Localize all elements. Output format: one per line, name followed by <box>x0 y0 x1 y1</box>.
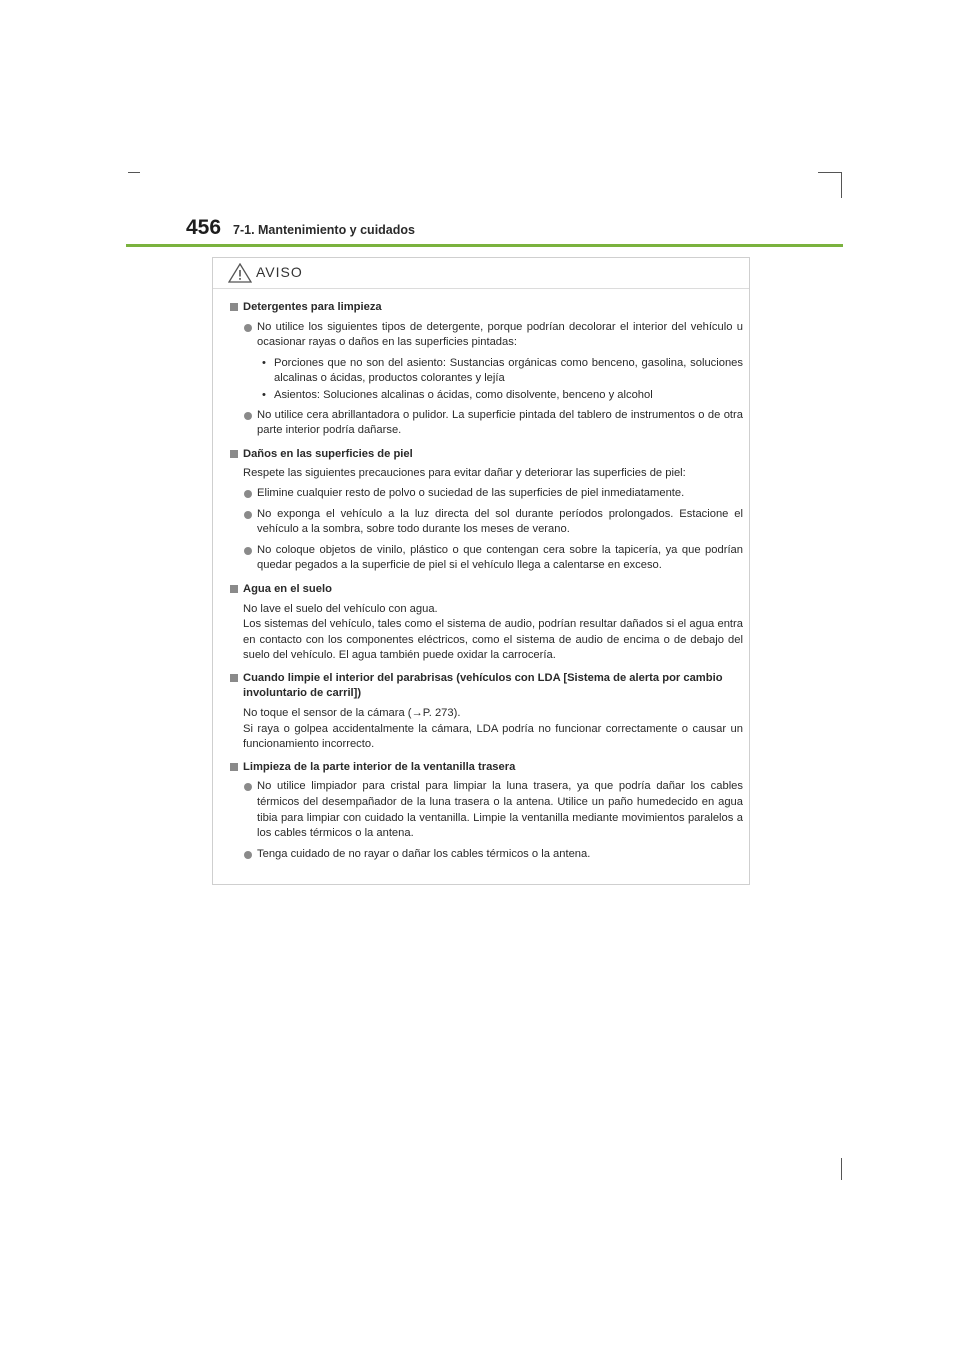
paragraph: No toque el sensor de la cámara (→P. 273). <box>243 707 461 720</box>
bullet-icon <box>244 783 252 791</box>
sub-list-item <box>230 388 743 404</box>
list-item-text: No exponga el vehículo a la luz directa del sol durante períodos prolongados. Estacione el vehículo a la sombra, sobre todo durante los meses de verano. <box>257 507 743 536</box>
sub-bullet-icon: • <box>262 356 266 369</box>
section-heading <box>230 582 743 598</box>
list-item <box>230 779 743 841</box>
bullet-icon <box>244 511 252 519</box>
square-bullet-icon <box>230 450 238 458</box>
paragraph: Respete las siguientes precauciones para evitar dañar y deteriorar las superficies de piel: <box>243 467 686 480</box>
list-item <box>230 543 743 574</box>
heading-text: Daños en las superficies de piel <box>243 447 413 460</box>
list-item <box>230 408 743 439</box>
section-title: 7-1. Mantenimiento y cuidados <box>233 223 415 237</box>
heading-text: Detergentes para limpieza <box>243 301 382 313</box>
paragraph: No lave el suelo del vehículo con agua. <box>243 602 438 615</box>
bullet-icon <box>244 490 252 498</box>
section-heading <box>230 300 743 316</box>
list-item <box>230 847 743 863</box>
warning-body <box>213 289 749 862</box>
list-item-text: Elimine cualquier resto de polvo o suciedad de las superficies de piel inmediatamente. <box>257 486 685 499</box>
square-bullet-icon <box>230 303 238 311</box>
paragraph: Los sistemas del vehículo, tales como el sistema de audio, podrían resultar dañados si el agua entra en contacto con los componentes eléctricos, como el sistema de audio de encima o de debajo del suelo del vehículo. El agua también puede oxidar la carrocería. <box>243 618 743 662</box>
paragraph: Si raya o golpea accidentalmente la cámara, LDA podría no funcionar correctamente o causar un funcionamiento incorrecto. <box>243 722 743 751</box>
warning-title: AVISO <box>256 264 303 280</box>
crop-mark <box>841 1158 842 1180</box>
sub-list-item <box>230 356 743 387</box>
warning-triangle-icon <box>228 263 252 283</box>
page-number: 456 <box>186 216 222 239</box>
list-item-text: No coloque objetos de vinilo, plástico o que contengan cera sobre la tapicería, ya que podrían quedar pegados a la superficie de piel si el vehículo llega a calentarse en exceso. <box>257 543 743 572</box>
square-bullet-icon <box>230 763 238 771</box>
list-item <box>230 320 743 351</box>
sub-bullet-icon: • <box>262 388 266 401</box>
warning-header <box>213 258 749 289</box>
list-item <box>230 486 743 502</box>
page-header <box>0 0 960 250</box>
section-heading <box>230 671 743 702</box>
sub-list-item-text: Asientos: Soluciones alcalinas o ácidas, como disolvente, benceno y alcohol <box>274 388 653 401</box>
heading-text: Cuando limpie el interior del parabrisas (vehículos con LDA [Sistema de alerta por cambio involuntario de carril]) <box>243 671 723 700</box>
bullet-icon <box>244 324 252 332</box>
header-rule <box>126 244 843 247</box>
list-item-text: No utilice cera abrillantadora o pulidor. La superficie pintada del tablero de instrumentos o de otra parte interior podría dañarse. <box>257 408 743 437</box>
bullet-icon <box>244 547 252 555</box>
list-item-text: No utilice limpiador para cristal para limpiar la luna trasera, ya que podría dañar los cables térmicos del desempañador de la luna trasera o la antena. Utilice un paño humedecido en agua tibia para limpiar con cuidado la ventanilla. Limpie la ventanilla mediante movimientos paralelos a los cables térmicos o la antena. <box>257 780 743 840</box>
sub-list-item-text: Porciones que no son del asiento: Sustancias orgánicas como benceno, gasolina, soluciones alcalinas o ácidas, productos colorantes y lejía <box>274 356 743 385</box>
bullet-icon <box>244 851 252 859</box>
list-item-text: Tenga cuidado de no rayar o dañar los cables térmicos o la antena. <box>257 847 591 860</box>
section-heading <box>230 760 743 776</box>
heading-text: Agua en el suelo <box>243 582 332 595</box>
bullet-icon <box>244 412 252 420</box>
list-item <box>230 507 743 538</box>
square-bullet-icon <box>230 674 238 682</box>
warning-box <box>212 257 750 885</box>
heading-text: Limpieza de la parte interior de la ventanilla trasera <box>243 760 516 773</box>
list-item-text: No utilice los siguientes tipos de detergente, porque podrían decolorar el interior del vehículo u ocasionar rayas o daños en las superficies pintadas: <box>257 320 743 349</box>
section-heading <box>230 447 743 463</box>
square-bullet-icon <box>230 585 238 593</box>
